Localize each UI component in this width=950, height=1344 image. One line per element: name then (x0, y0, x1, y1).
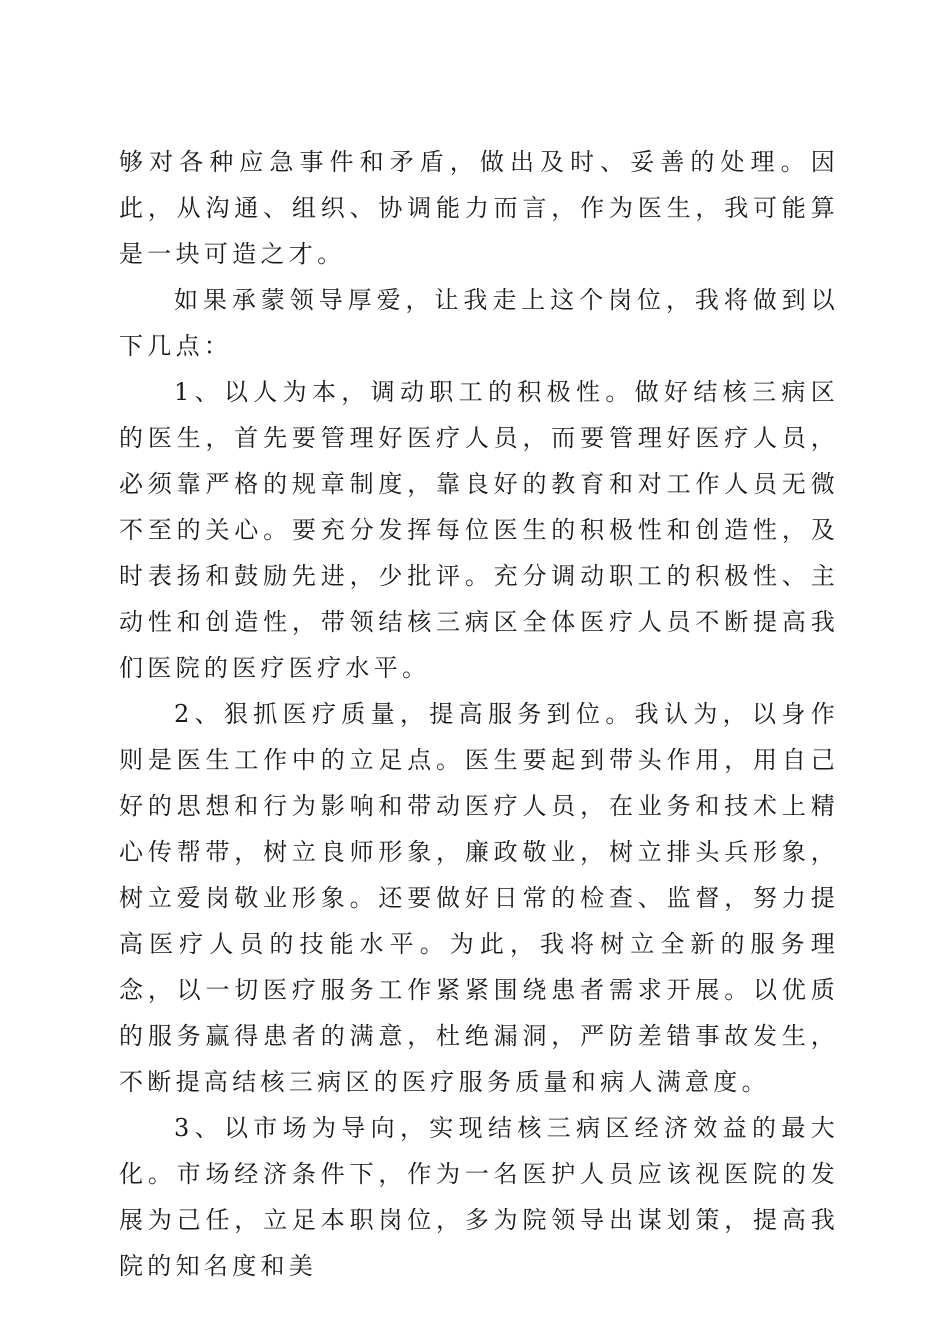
paragraph-intro: 如果承蒙领导厚爱，让我走上这个岗位，我将做到以下几点： (119, 286, 839, 360)
paragraph-point-1: 1、以人为本，调动职工的积极性。做好结核三病区的医生，首先要管理好医疗人员，而要管理好医疗人员，必须靠严格的规章制度，靠良好的教育和对工作人员无微不至的关心。要充分发挥每位医生的积极性和创造性，及时表扬和鼓励先进，少批评。充分调动职工的积极性、主动性和创造性，带领结核三病区全体医疗人员不断提高我们医院的医疗医疗水平。 (119, 378, 839, 682)
document-body (119, 139, 839, 1289)
paragraph-continuation: 够对各种应急事件和矛盾，做出及时、妥善的处理。因此，从沟通、组织、协调能力而言，作为医生，我可能算是一块可造之才。 (119, 148, 839, 268)
paragraph-point-2: 2、狠抓医疗质量，提高服务到位。我认为，以身作则是医生工作中的立足点。医生要起到带头作用，用自己好的思想和行为影响和带动医疗人员，在业务和技术上精心传帮带，树立良师形象，廉政敬业，树立排头兵形象，树立爱岗敬业形象。还要做好日常的检查、监督，努力提高医疗人员的技能水平。为此，我将树立全新的服务理念，以一切医疗服务工作紧紧围绕患者需求开展。以优质的服务赢得患者的满意，杜绝漏洞，严防差错事故发生，不断提高结核三病区的医疗服务质量和病人满意度。 (119, 700, 839, 1096)
paragraph-point-3: 3、以市场为导向，实现结核三病区经济效益的最大化。市场经济条件下，作为一名医护人员应该视医院的发展为己任，立足本职岗位，多为院领导出谋划策，提高我院的知名度和美 (119, 1114, 839, 1280)
